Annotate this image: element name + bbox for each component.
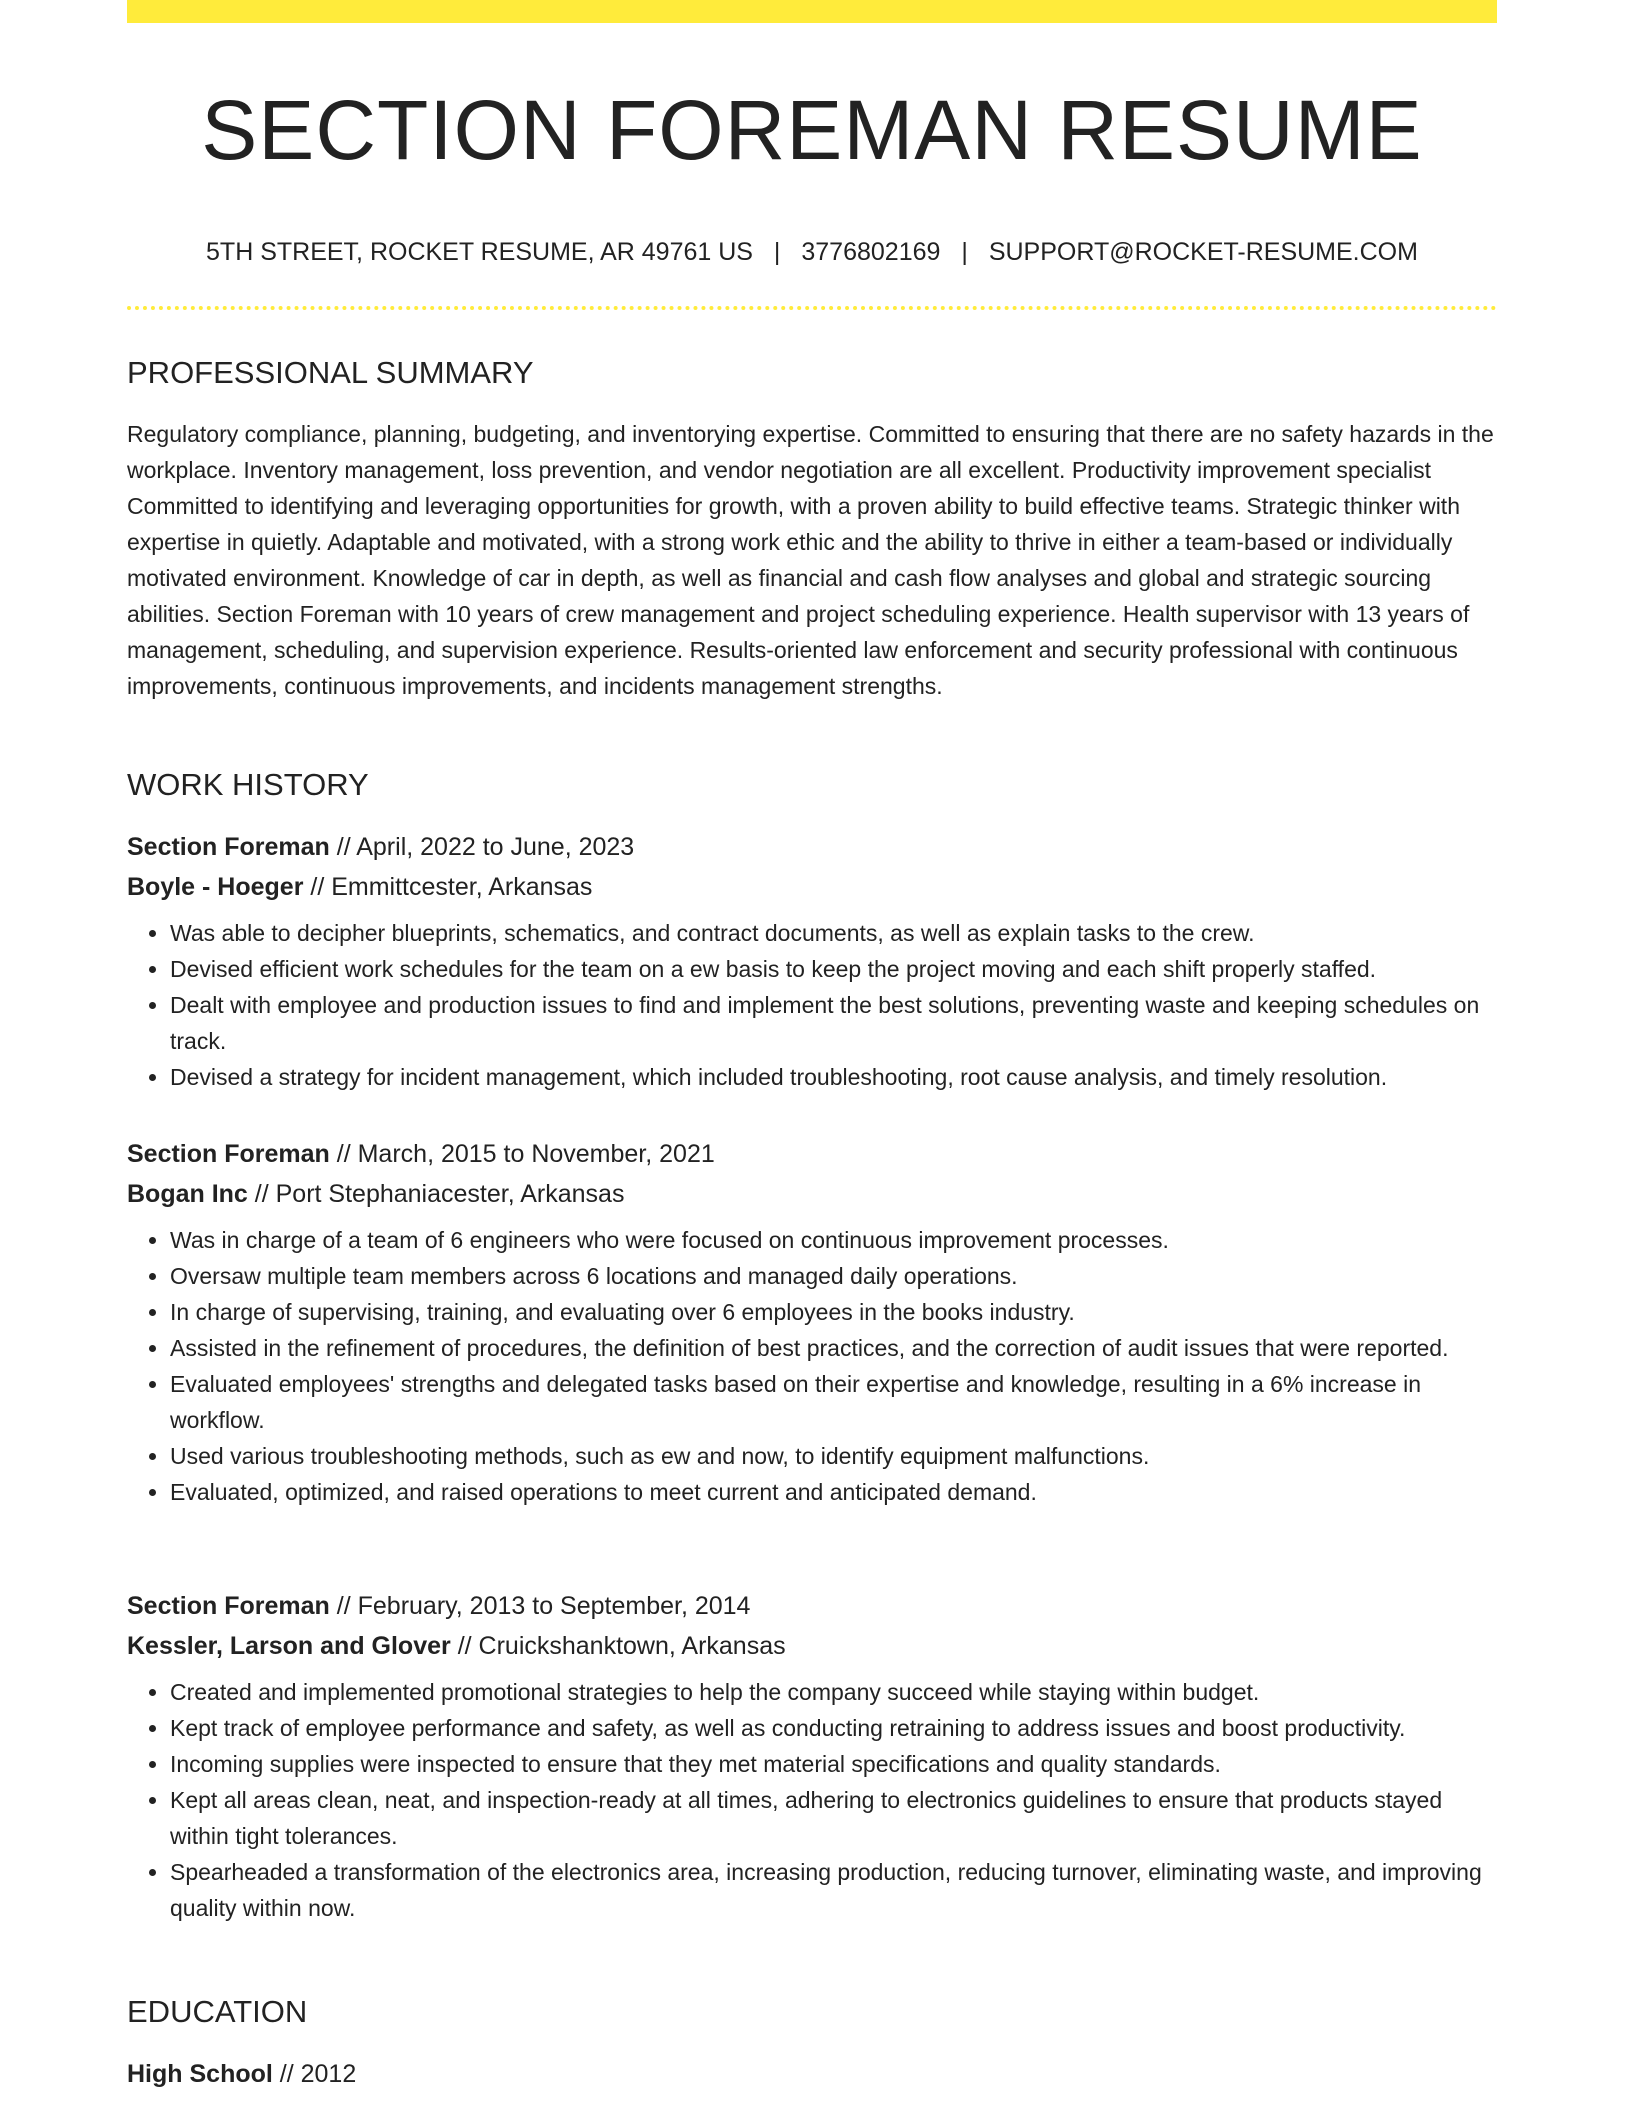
job-bullet: • Created and implemented promotional strategies to help the company succeed while staying within budget. xyxy=(170,1674,1497,1710)
education-line xyxy=(127,2054,1497,2094)
job-bullet: • Kept track of employee performance and safety, as well as conducting retraining to address issues and boost productivity. xyxy=(170,1710,1497,1746)
education-degree: High School xyxy=(127,2060,273,2088)
job-bullet: • Spearheaded a transformation of the electronics area, increasing production, reducing turnover, eliminating waste, and improving quality within now. xyxy=(170,1854,1497,1926)
job-bullet: • Evaluated employees' strengths and delegated tasks based on their expertise and knowledge, resulting in a 6% increase in workflow. xyxy=(170,1366,1497,1438)
job-title-line xyxy=(127,1586,1497,1626)
job-bullet: • Incoming supplies were inspected to ensure that they met material specifications and quality standards. xyxy=(170,1746,1497,1782)
job-bullet: • Dealt with employee and production issues to find and implement the best solutions, preventing waste and keeping schedules on track. xyxy=(170,987,1497,1059)
job-dates: // February, 2013 to September, 2014 xyxy=(329,1592,751,1620)
job-bullet: • Oversaw multiple team members across 6 locations and managed daily operations. xyxy=(170,1258,1497,1294)
job-title: Section Foreman xyxy=(127,833,330,861)
job-bullets xyxy=(127,1674,1497,1926)
resume-title: SECTION FOREMAN RESUME xyxy=(201,83,1423,177)
job-location: // Emmittcester, Arkansas xyxy=(303,873,593,901)
work-history-heading: WORK HISTORY xyxy=(127,767,369,802)
job-dates: // March, 2015 to November, 2021 xyxy=(329,1140,715,1168)
job-company: Boyle - Hoeger xyxy=(127,873,304,901)
education-year: // 2012 xyxy=(272,2060,357,2088)
job-bullet: • Devised efficient work schedules for the team on a ew basis to keep the project moving and each shift properly staffed. xyxy=(170,951,1497,987)
job-bullet: • Was able to decipher blueprints, schematics, and contract documents, as well as explain tasks to the crew. xyxy=(170,915,1497,951)
job-location: // Port Stephaniacester, Arkansas xyxy=(247,1180,625,1208)
job-bullet: • Kept all areas clean, neat, and inspection-ready at all times, adhering to electronics guidelines to ensure that products stayed within tight tolerances. xyxy=(170,1782,1497,1854)
job-entry xyxy=(127,827,1497,1095)
job-bullet: • Evaluated, optimized, and raised operations to meet current and anticipated demand. xyxy=(170,1474,1497,1510)
job-company-line xyxy=(127,1626,1497,1666)
summary-heading: PROFESSIONAL SUMMARY xyxy=(127,355,534,390)
summary-text: Regulatory compliance, planning, budgeting, and inventorying expertise. Committed to ensuring that there are no safety hazards in the workplace. Inventory management, loss prevention, and vendor negotiation are all excellent. Productivity improvement specialist Committed to identifying and leveraging opportunities for growth, with a proven ability to build effective teams. Strategic thinker with expertise in quietly. Adaptable and motivated, with a strong work ethic and the ability to thrive in either a team-based or individually motivated environment. Knowledge of car in depth, as well as financial and cash flow analyses and global and strategic sourcing abilities. Section Foreman with 10 years of crew management and project scheduling experience. Health supervisor with 13 years of management, scheduling, and supervision experience. Results-oriented law enforcement and security professional with continuous improvements, continuous improvements, and incidents management strengths. xyxy=(127,421,1494,699)
contact-line xyxy=(127,237,1497,267)
job-title-line xyxy=(127,1134,1497,1174)
job-bullets xyxy=(127,915,1497,1095)
resume-content xyxy=(127,0,1497,2088)
contact-address: 5TH STREET, ROCKET RESUME, AR 49761 US xyxy=(206,238,753,266)
job-company: Kessler, Larson and Glover xyxy=(127,1632,451,1660)
job-title: Section Foreman xyxy=(127,1592,330,1620)
job-dates: // April, 2022 to June, 2023 xyxy=(329,833,635,861)
dotted-divider xyxy=(127,306,1497,310)
job-entry xyxy=(127,1586,1497,1926)
education-entry xyxy=(127,2054,1497,2094)
contact-phone: 3776802169 xyxy=(801,238,941,266)
job-bullet: • Assisted in the refinement of procedures, the definition of best practices, and the correction of audit issues that were reported. xyxy=(170,1330,1497,1366)
job-bullets xyxy=(127,1222,1497,1510)
job-company-line xyxy=(127,1174,1497,1214)
education-heading: EDUCATION xyxy=(127,1994,308,2029)
contact-separator: | xyxy=(773,238,781,266)
job-bullet: • Used various troubleshooting methods, such as ew and now, to identify equipment malfunctions. xyxy=(170,1438,1497,1474)
job-location: // Cruickshanktown, Arkansas xyxy=(450,1632,786,1660)
contact-separator: | xyxy=(961,238,968,266)
job-bullet: • Devised a strategy for incident management, which included troubleshooting, root cause analysis, and timely resolution. xyxy=(170,1059,1497,1095)
job-bullet: • Was in charge of a team of 6 engineers who were focused on continuous improvement processes. xyxy=(170,1222,1497,1258)
job-bullet: • In charge of supervising, training, and evaluating over 6 employees in the books industry. xyxy=(170,1294,1497,1330)
job-title-line xyxy=(127,827,1497,867)
contact-email: SUPPORT@ROCKET-RESUME.COM xyxy=(988,238,1418,266)
job-company-line xyxy=(127,867,1497,907)
job-title: Section Foreman xyxy=(127,1140,330,1168)
job-company: Bogan Inc xyxy=(127,1180,248,1208)
job-entry xyxy=(127,1134,1497,1510)
